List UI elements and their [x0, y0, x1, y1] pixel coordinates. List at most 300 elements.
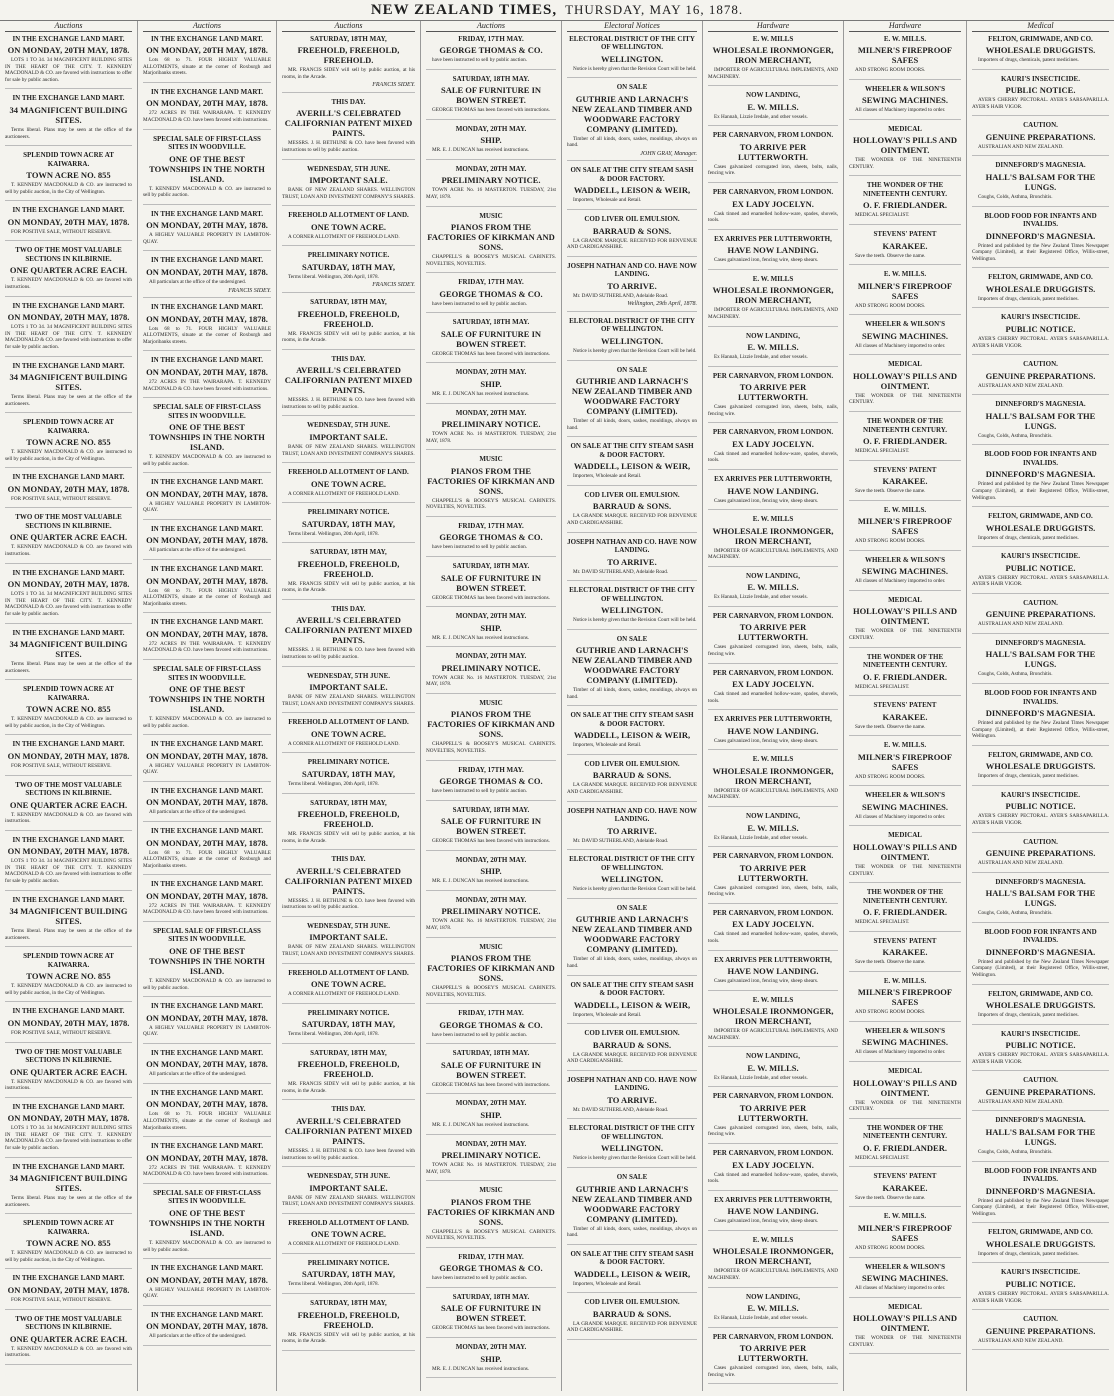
advertisement-repeat: [143, 1049, 271, 1084]
advertisement-repeat: [972, 313, 1109, 355]
advertisement-repeat: [567, 1076, 697, 1120]
ad-display-line: GENUINE PREPARATIONS.: [985, 1325, 1096, 1336]
ad-body: All particulars at the office of the undersigned.: [149, 1333, 246, 1340]
ad-display-line: TO ARRIVE.: [607, 280, 657, 291]
ad-display-line: TOWN ACRE NO. 855: [26, 704, 111, 715]
advertisement-repeat: [143, 1311, 271, 1346]
ad-display-line: GEORGE THOMAS & CO.: [439, 532, 543, 543]
ad-headline: IN THE EXCHANGE LAND MART.: [12, 1162, 125, 1171]
ad-display-line: GUTHRIE AND LARNACH'S NEW ZEALAND TIMBER AND WOODWARE FACTORY COMPANY (LIMITED).: [571, 93, 693, 134]
ad-headline: SATURDAY, 18TH MAY.: [452, 74, 530, 83]
advertisement-repeat: [972, 751, 1109, 786]
ad-body: CHAPPELL'S & BOOSEY'S MUSICAL CABINETS. NOVELTIES, NOVELTIES.: [426, 985, 556, 998]
ad-display-line: PRELIMINARY NOTICE.: [441, 1150, 541, 1160]
ad-headline: JOSEPH NATHAN AND CO. HAVE NOW LANDING.: [567, 261, 697, 279]
advertisement-repeat: [708, 1293, 838, 1328]
ad-headline: CAUTION.: [1023, 598, 1058, 607]
advertisement-repeat: [426, 856, 556, 891]
ad-body: Lots 68 to 71. FOUR HIGHLY VALUABLE ALLOTMENTS, situate at the corner of Roxburgh and Marjoribanks streets.: [143, 57, 271, 77]
ad-headline: CAUTION.: [1023, 1315, 1058, 1324]
ad-body: Mr. DAVID SUTHERLAND, Adelaide Road.: [573, 292, 669, 299]
advertisement-repeat: [426, 368, 556, 403]
ad-body: All classes of Machinery imported to order.: [855, 107, 946, 114]
column-heading: Hardware: [849, 23, 961, 32]
ad-display-line: GEORGE THOMAS & CO.: [439, 45, 543, 56]
ad-display-line: ONE OF THE BEST TOWNSHIPS IN THE NORTH ISLAND.: [149, 945, 265, 976]
ad-body: Ex Hannah, Lizzie Iredale, and other vessels.: [714, 1074, 808, 1081]
ad-body: GEORGE THOMAS has been favored with instructions.: [432, 107, 550, 114]
ad-headline: IN THE EXCHANGE LAND MART.: [12, 473, 125, 482]
ad-body: Cask tinned and enamelled hollow-ware, spades, shovels, tools.: [708, 1171, 838, 1185]
ad-body: A HIGHLY VALUABLE PROPERTY IN LAMBTON-QUAY.: [143, 1286, 271, 1300]
advertisement: [708, 91, 838, 126]
ad-headline: ON SALE: [616, 365, 648, 374]
ad-headline: ELECTORAL DISTRICT OF THE CITY OF WELLINGTON.: [569, 586, 695, 603]
ad-signature: JOHN GRAY, Manager.: [640, 150, 697, 157]
ad-display-line: SATURDAY, 18TH MAY,: [301, 768, 396, 779]
ad-display-line: EX LADY JOCELYN.: [732, 919, 814, 930]
ad-body: GEORGE THOMAS has been favored with instructions.: [432, 594, 550, 601]
ad-body: T. KENNEDY MACDONALD & CO. are favored with instructions.: [5, 1078, 132, 1092]
ad-display-line: AVERILL'S CELEBRATED CALIFORNIAN PATENT MIXED PAINTS.: [284, 365, 413, 396]
ad-body: MESSRS. J. H. BETHUNE & CO. have been favored with instructions to sell by public auction.: [282, 647, 415, 661]
ad-body: 272 ACRES IN THE WAIRARAPA. T. KENNEDY MACDONALD & CO. have been favored with instructions.: [143, 640, 271, 654]
advertisement: [567, 215, 697, 257]
ad-headline: MONDAY, 20TH MAY.: [455, 408, 527, 417]
ad-display-line: BARRAUD & SONS.: [592, 501, 672, 512]
ad-headline: IN THE EXCHANGE LAND MART.: [150, 34, 264, 43]
ad-headline: COD LIVER OIL EMULSION.: [584, 1029, 680, 1038]
ad-body: Cask tinned and enamelled hollow-ware, spades, shovels, tools.: [708, 210, 838, 224]
ad-display-line: AVERILL'S CELEBRATED CALIFORNIAN PATENT MIXED PAINTS.: [284, 865, 413, 896]
ad-body: AUSTRALIAN AND NEW ZEALAND.: [978, 1337, 1064, 1344]
ad-body: BANK OF NEW ZEALAND SHARES. WELLINGTON TRUST, LOAN AND INVESTMENT COMPANY'S SHARES.: [282, 443, 415, 457]
ad-headline: IN THE EXCHANGE LAND MART.: [150, 209, 264, 218]
ad-display-line: SATURDAY, 18TH MAY,: [301, 518, 396, 529]
ad-headline: IN THE EXCHANGE LAND MART.: [12, 568, 125, 577]
ad-display-line: ON MONDAY, 20TH MAY, 1878.: [146, 628, 268, 639]
ad-body: GEORGE THOMAS has been favored with instructions.: [432, 1325, 550, 1332]
ad-body: IMPORTER OF AGRICULTURAL IMPLEMENTS, AND MACHINERY.: [708, 787, 838, 801]
advertisement-repeat: [5, 740, 132, 775]
ad-display-line: ON MONDAY, 20TH MAY, 1878.: [146, 1012, 268, 1023]
ad-body: Importers, Wholesale and Retail.: [573, 473, 642, 480]
ad-body: MEDICAL SPECIALIST.: [855, 212, 910, 219]
ad-body: AUSTRALIAN AND NEW ZEALAND.: [978, 621, 1064, 628]
ad-headline: TWO OF THE MOST VALUABLE SECTIONS IN KILBIRNIE.: [15, 246, 122, 263]
advertisement-repeat: [849, 596, 961, 648]
advertisement-repeat: [849, 1212, 961, 1257]
ad-display-line: TO ARRIVE.: [607, 556, 657, 567]
advertisement-repeat: [708, 515, 838, 567]
ad-display-line: ONE OF THE BEST TOWNSHIPS IN THE NORTH ISLAND.: [149, 684, 265, 715]
advertisement-repeat: [849, 888, 961, 932]
ad-body: MEDICAL SPECIALIST.: [855, 448, 910, 455]
ad-headline: NOW LANDING,: [746, 91, 800, 100]
ad-signature: FRANCIS SIDEY.: [228, 287, 271, 294]
ad-headline: SPLENDID TOWN ACRE AT KAIWARRA.: [23, 418, 114, 435]
advertisement: [5, 94, 132, 146]
ad-display-line: WHOLESALE IRONMONGER, IRON MERCHANT,: [712, 45, 834, 66]
ad-display-line: ONE QUARTER ACRE EACH.: [9, 1066, 128, 1077]
advertisement-repeat: [972, 1268, 1109, 1310]
newspaper-title: NEW ZEALAND TIMES,: [370, 1, 558, 18]
ad-body: Terms liberal. Wellington, 20th April, 1878.: [288, 273, 379, 280]
ad-display-line: ON MONDAY, 20TH MAY, 1878.: [146, 797, 268, 808]
ad-display-line: GEORGE THOMAS & CO.: [439, 288, 543, 299]
ad-headline: FREEHOLD ALLOTMENT OF LAND.: [288, 468, 409, 477]
ad-body: AYER'S CHERRY PECTORAL. AYER'S SARSAPARILLA. AYER'S HAIR VIGOR.: [972, 574, 1109, 588]
ad-headline: ELECTORAL DISTRICT OF THE CITY OF WELLINGTON.: [569, 855, 695, 872]
newspaper-date: THURSDAY, MAY 16, 1878.: [565, 2, 744, 17]
ad-display-line: ON MONDAY, 20TH MAY, 1878.: [146, 1059, 268, 1070]
ad-display-line: PRELIMINARY NOTICE.: [441, 419, 541, 430]
ad-headline: WEDNESDAY, 5TH JUNE.: [306, 1172, 391, 1181]
advertisement-repeat: [426, 455, 556, 517]
ad-body: FOR POSITIVE SALE, WITHOUT RESERVE.: [11, 228, 112, 235]
ad-display-line: WADDELL, LEISON & WEIR,: [573, 999, 691, 1010]
ad-display-line: SHIP.: [480, 378, 502, 389]
ad-headline: PER CARNARVON, FROM LONDON.: [712, 908, 834, 917]
ad-display-line: HOLLOWAY'S PILLS AND OINTMENT.: [852, 841, 958, 862]
advertisement-repeat: [849, 556, 961, 591]
ad-headline: IN THE EXCHANGE LAND MART.: [150, 356, 264, 365]
advertisement-repeat: [972, 512, 1109, 547]
ad-display-line: HALL'S BALSAM FOR THE LUNGS.: [985, 1126, 1096, 1147]
ad-display-line: HOLLOWAY'S PILLS AND OINTMENT.: [852, 135, 958, 156]
ad-display-line: TO ARRIVE PER LUTTERWORTH.: [737, 141, 808, 162]
ad-body: AYER'S CHERRY PECTORAL. AYER'S SARSAPARILLA. AYER'S HAIR VIGOR.: [972, 1290, 1109, 1304]
ad-body: IMPORTER OF AGRICULTURAL IMPLEMENTS, AND MACHINERY.: [708, 67, 838, 80]
ad-body: Mr. DAVID SUTHERLAND, Adelaide Road.: [573, 1106, 669, 1113]
advertisement-repeat: [972, 1228, 1109, 1263]
ad-body: TOWN ACRE No. 16 MASTERTON. TUESDAY, 21st MAY, 1878.: [426, 674, 556, 688]
ad-headline: ELECTORAL DISTRICT OF THE CITY OF WELLINGTON.: [569, 1124, 695, 1141]
ad-display-line: O. F. FRIEDLANDER.: [863, 436, 947, 447]
ad-body: Coughs, Colds, Asthma, Bronchitis.: [978, 1148, 1053, 1155]
ad-display-line: TO ARRIVE PER LUTTERWORTH.: [737, 622, 808, 643]
ad-body: T. KENNEDY MACDONALD & CO. are instructed to sell by public auction, in the City of Wellington.: [5, 983, 132, 996]
ad-display-line: ON MONDAY, 20TH MAY, 1878.: [146, 1152, 268, 1163]
ad-headline: WEDNESDAY, 5TH JUNE.: [306, 671, 391, 680]
advertisement-repeat: [426, 278, 556, 313]
advertisement-repeat: [849, 417, 961, 461]
ad-body: MR. FRANCIS SIDEY will sell by public auction, at his rooms, in the Arcade.: [282, 330, 415, 344]
ad-headline: IN THE EXCHANGE LAND MART.: [150, 740, 264, 749]
column-7: [843, 21, 966, 1391]
ad-body: Importers, Wholesale and Retail.: [573, 1011, 642, 1018]
ad-headline: E. W. MILLS: [752, 34, 794, 43]
advertisement-repeat: [5, 418, 132, 468]
advertisement-repeat: [708, 1092, 838, 1144]
ad-headline: NOW LANDING,: [746, 331, 800, 340]
advertisement-repeat: [708, 475, 838, 510]
ad-body: Importers of drugs, chemicals, patent medicines.: [978, 1250, 1079, 1257]
ad-headline: SATURDAY, 18TH MAY,: [310, 798, 387, 807]
ad-headline: JOSEPH NATHAN AND CO. HAVE NOW LANDING.: [567, 806, 697, 824]
ad-headline: MONDAY, 20TH MAY.: [455, 124, 527, 133]
advertisement-repeat: [567, 491, 697, 533]
ad-headline: KAURI'S INSECTICIDE.: [1001, 552, 1080, 561]
ad-display-line: ON MONDAY, 20TH MAY, 1878.: [146, 366, 268, 377]
advertisement-repeat: [5, 1219, 132, 1269]
advertisement-repeat: [567, 807, 697, 851]
ad-headline: MONDAY, 20TH MAY.: [455, 164, 527, 173]
ad-body: TOWN ACRE No. 16 MASTERTON. TUESDAY, 21st MAY, 1878.: [426, 431, 556, 444]
ad-body: Cases galvanized iron, fencing wire, sheep shears.: [714, 257, 819, 264]
ad-body: Lots 68 to 71. FOUR HIGHLY VALUABLE ALLOTMENTS, situate at the corner of Roxburgh and Marjoribanks streets.: [143, 1111, 271, 1131]
ad-body: Ex Hannah, Lizzie Iredale, and other vessels.: [714, 354, 808, 361]
advertisement-repeat: [972, 639, 1109, 684]
ad-headline: PER CARNARVON, FROM LONDON.: [712, 668, 834, 677]
ad-body: Notice is hereby given that the Revision Court will be held.: [573, 617, 697, 624]
ad-display-line: TOWN ACRE NO. 855: [26, 170, 111, 181]
ad-display-line: EX LADY JOCELYN.: [732, 679, 814, 690]
advertisement-repeat: [567, 586, 697, 630]
advertisement: [567, 35, 697, 79]
advertisement-repeat: [143, 1142, 271, 1184]
advertisement-repeat: [426, 1343, 556, 1378]
advertisement-repeat: [5, 781, 132, 831]
ad-body: A HIGHLY VALUABLE PROPERTY IN LAMBTON-QUAY.: [143, 762, 271, 776]
ad-body: LOTS 1 TO 34. 34 MAGNIFICENT BUILDING SITES IN THE HEART OF THE CITY. T. KENNEDY MACDONALD & CO. are favored with instructions to offer for sale by public auction.: [5, 1125, 132, 1151]
column-heading: Electoral Notices: [567, 23, 697, 32]
advertisement: [972, 75, 1109, 117]
ad-body: Timber of all kinds, doors, sashes, mouldings, always on hand.: [567, 1225, 697, 1239]
ad-headline: COD LIVER OIL EMULSION.: [584, 490, 680, 499]
advertisement-repeat: [849, 653, 961, 697]
advertisement-repeat: [143, 665, 271, 735]
ad-display-line: HAVE NOW LANDING.: [727, 966, 819, 976]
ad-headline: IN THE EXCHANGE LAND MART.: [12, 895, 125, 904]
ad-headline: SATURDAY, 18TH MAY,: [310, 34, 387, 43]
ad-body: T. KENNEDY MACDONALD & CO. are instructed to sell by public auction.: [143, 185, 271, 199]
ad-display-line: HAVE NOW LANDING.: [727, 725, 819, 736]
advertisement-repeat: [5, 1007, 132, 1042]
advertisement: [143, 135, 271, 205]
ad-headline: IN THE EXCHANGE LAND MART.: [150, 618, 264, 627]
advertisement-repeat: [708, 275, 838, 327]
ad-headline: IN THE EXCHANGE LAND MART.: [150, 478, 264, 487]
ad-headline: CAUTION.: [1023, 360, 1058, 369]
ad-display-line: HALL'S BALSAM FOR THE LUNGS.: [985, 410, 1096, 431]
ad-body: Notice is hereby given that the Revision Court will be held.: [573, 886, 697, 893]
ad-display-line: WADDELL, LEISON & WEIR,: [573, 185, 691, 196]
ad-display-line: SEWING MACHINES.: [862, 801, 948, 812]
ad-display-line: WHOLESALE DRUGGISTS.: [985, 1238, 1096, 1249]
ad-body: MR. E. J. DUNCAN has received instructions.: [432, 878, 530, 885]
ad-body: Save the teeth. Observe the name.: [855, 959, 926, 966]
ad-headline: MEDICAL: [888, 1067, 922, 1076]
ad-display-line: ONE TOWN ACRE.: [310, 478, 387, 489]
ad-display-line: MILNER'S FIREPROOF SAFES: [857, 1222, 953, 1243]
ad-display-line: WHOLESALE DRUGGISTS.: [985, 1000, 1096, 1011]
ad-body: T. KENNEDY MACDONALD & CO. are favored with instructions.: [5, 277, 132, 291]
ad-display-line: DINNEFORD'S MAGNESIA.: [985, 469, 1096, 480]
ad-body: MR. FRANCIS SIDEY will sell by public auction, at his rooms, in the Arcade.: [282, 1081, 415, 1094]
advertisement: [849, 230, 961, 265]
ad-body: MR. E. J. DUNCAN has received instructions.: [432, 147, 530, 154]
advertisement-repeat: [143, 927, 271, 997]
ad-display-line: GENUINE PREPARATIONS.: [985, 1086, 1096, 1097]
advertisement-repeat: [567, 538, 697, 582]
ad-body: Ex Hannah, Lizzie Iredale, and other vessels.: [714, 1315, 808, 1322]
ad-headline: BLOOD FOOD FOR INFANTS AND INVALIDS.: [984, 1166, 1097, 1184]
ad-display-line: PUBLIC NOTICE.: [1005, 323, 1076, 334]
advertisement-repeat: [567, 981, 697, 1025]
ad-display-line: DINNEFORD'S MAGNESIA.: [985, 1185, 1096, 1196]
advertisement-repeat: [708, 909, 838, 951]
advertisement: [567, 83, 697, 161]
ad-headline: THE WONDER OF THE NINETEENTH CENTURY.: [863, 417, 947, 434]
ad-body: T. KENNEDY MACDONALD & CO. are instructed to sell by public auction, in the City of Wellington.: [5, 1250, 132, 1263]
ad-body: AUSTRALIAN AND NEW ZEALAND.: [978, 860, 1064, 867]
ad-display-line: PIANOS FROM THE FACTORIES OF KIRKMAN AND SONS.: [427, 709, 555, 740]
ad-body: A CORNER ALLOTMENT OF FREEHOLD LAND.: [288, 490, 400, 497]
ad-display-line: SHIP.: [480, 1109, 502, 1120]
ad-body: MR. E. J. DUNCAN has received instructions.: [432, 1121, 530, 1128]
advertisement-repeat: [282, 421, 415, 463]
ad-display-line: O. F. FRIEDLANDER.: [863, 671, 947, 682]
ad-headline: E. W. MILLS: [752, 515, 794, 524]
ad-body: Cases galvanized corrugated iron, sheets, bolts, nails, fencing wire.: [708, 1365, 838, 1378]
ad-body: THE WONDER OF THE NINETEENTH CENTURY.: [849, 392, 961, 406]
ad-headline: FELTON, GRIMWADE, AND CO.: [988, 989, 1093, 998]
advertisement: [849, 125, 961, 177]
ad-body: MESSRS. J. H. BETHUNE & CO. have been favored with instructions to sell by public auction.: [282, 1147, 415, 1161]
ad-body: MEDICAL SPECIALIST.: [855, 919, 910, 926]
advertisement-repeat: [972, 878, 1109, 923]
ad-display-line: SEWING MACHINES.: [862, 95, 948, 106]
ad-body: AUSTRALIAN AND NEW ZEALAND.: [978, 382, 1064, 389]
ad-headline: BLOOD FOOD FOR INFANTS AND INVALIDS.: [984, 927, 1097, 945]
ad-body: Coughs, Colds, Asthma, Bronchitis.: [978, 432, 1053, 439]
ad-display-line: IMPORTANT SALE.: [309, 682, 388, 693]
advertisement-repeat: [567, 711, 697, 755]
ad-body: All particulars at the office of the undersigned.: [149, 809, 246, 816]
ad-body: T. KENNEDY MACDONALD & CO. are instructed to sell by public auction.: [143, 454, 271, 467]
ad-body: MR. FRANCIS SIDEY will sell by public auction, at his rooms, in the Arcade.: [282, 67, 415, 80]
ad-headline: MEDICAL: [888, 595, 922, 604]
ad-display-line: PRELIMINARY NOTICE.: [441, 906, 541, 917]
ad-headline: SATURDAY, 18TH MAY,: [310, 548, 387, 557]
ad-display-line: FREEHOLD, FREEHOLD, FREEHOLD.: [297, 558, 400, 579]
advertisement-repeat: [426, 1099, 556, 1134]
advertisement-repeat: [143, 787, 271, 822]
ad-display-line: 34 MAGNIFICENT BUILDING SITES.: [9, 906, 128, 927]
column-5: [561, 21, 702, 1391]
ad-headline: MEDICAL: [888, 831, 922, 840]
ad-headline: FELTON, GRIMWADE, AND CO.: [988, 273, 1093, 282]
ad-display-line: ONE TOWN ACRE.: [310, 728, 387, 739]
ad-body: All classes of Machinery imported to order.: [855, 342, 946, 349]
advertisement-repeat: [972, 360, 1109, 395]
ad-body: LOTS 1 TO 34. 34 MAGNIFICENT BUILDING SITES IN THE HEART OF THE CITY. T. KENNEDY MACDONALD & CO. are favored with instructions to offer for sale by public auction.: [5, 57, 132, 83]
advertisement-repeat: [282, 1049, 415, 1101]
ad-headline: TWO OF THE MOST VALUABLE SECTIONS IN KILBIRNIE.: [15, 513, 122, 530]
ad-headline: COD LIVER OIL EMULSION.: [584, 1298, 680, 1307]
advertisement-repeat: [426, 1293, 556, 1338]
ad-headline: E. W. MILLS.: [883, 270, 927, 279]
ad-headline: IN THE EXCHANGE LAND MART.: [12, 361, 125, 370]
ad-display-line: PIANOS FROM THE FACTORIES OF KIRKMAN AND SONS.: [427, 222, 555, 253]
advertisement-repeat: [282, 355, 415, 417]
ad-body: A CORNER ALLOTMENT OF FREEHOLD LAND.: [288, 991, 400, 998]
advertisement-repeat: [5, 952, 132, 1002]
advertisement-repeat: [282, 758, 415, 793]
ad-body: have been instructed to sell by public auction.: [432, 1275, 528, 1282]
ad-display-line: TO ARRIVE PER LUTTERWORTH.: [737, 1343, 808, 1364]
ad-headline: IN THE EXCHANGE LAND MART.: [150, 1310, 264, 1319]
ad-display-line: WADDELL, LEISON & WEIR,: [573, 1268, 691, 1279]
ad-display-line: GEORGE THOMAS & CO.: [439, 1263, 543, 1274]
ad-body: All particulars at the office of the undersigned.: [149, 278, 246, 285]
ad-display-line: ON MONDAY, 20TH MAY, 1878.: [7, 216, 130, 227]
advertisement-repeat: [282, 718, 415, 753]
advertisement-repeat: [849, 937, 961, 972]
ad-headline: PRELIMINARY NOTICE.: [307, 1008, 390, 1017]
ad-display-line: BARRAUD & SONS.: [592, 770, 672, 781]
advertisement-repeat: [849, 1303, 961, 1355]
ad-display-line: IMPORTANT SALE.: [309, 1182, 388, 1193]
ad-display-line: WELLINGTON.: [601, 874, 663, 885]
ad-display-line: ONE TOWN ACRE.: [310, 979, 387, 990]
ad-headline: DINNEFORD'S MAGNESIA.: [995, 638, 1086, 647]
ad-body: T. KENNEDY MACDONALD & CO. are instructed to sell by public auction, in the City of Wellington.: [5, 449, 132, 462]
advertisement-repeat: [282, 1299, 415, 1351]
advertisement-repeat: [708, 715, 838, 750]
ad-display-line: SEWING MACHINES.: [862, 1037, 948, 1048]
ad-body: Importers, Wholesale and Retail.: [573, 742, 642, 749]
advertisement-repeat: [708, 755, 838, 807]
ad-display-line: WHOLESALE DRUGGISTS.: [985, 522, 1096, 533]
ad-display-line: O. F. FRIEDLANDER.: [863, 200, 947, 211]
ad-display-line: PUBLIC NOTICE.: [1005, 801, 1076, 812]
ad-body: Save the teeth. Observe the name.: [855, 1194, 926, 1201]
ad-display-line: MILNER'S FIREPROOF SAFES: [857, 987, 953, 1008]
ad-body: TOWN ACRE No. 16 MASTERTON. TUESDAY, 21st MAY, 1878.: [426, 1162, 556, 1175]
ad-headline: WHEELER & WILSON'S: [864, 791, 945, 800]
ad-body: Terms liberal. Plans may be seen at the office of the auctioneers.: [5, 394, 132, 407]
ad-body: Importers of drugs, chemicals, patent medicines.: [978, 773, 1079, 780]
ad-body: Cases galvanized corrugated iron, sheets, bolts, nails, fencing wire.: [708, 163, 838, 177]
ad-display-line: ON MONDAY, 20TH MAY, 1878.: [7, 45, 130, 56]
advertisement-repeat: [972, 273, 1109, 308]
ad-body: A CORNER ALLOTMENT OF FREEHOLD LAND.: [288, 1241, 400, 1248]
ad-headline: SPECIAL SALE OF FIRST-CLASS SITES IN WOODVILLE.: [153, 134, 261, 152]
ad-display-line: EX LADY JOCELYN.: [732, 1159, 814, 1170]
advertisement-repeat: [567, 635, 697, 707]
ad-display-line: PRELIMINARY NOTICE.: [441, 662, 541, 673]
ad-body: IMPORTER OF AGRICULTURAL IMPLEMENTS, AND MACHINERY.: [708, 307, 838, 320]
ad-headline: IN THE EXCHANGE LAND MART.: [12, 1007, 125, 1016]
ad-headline: SPECIAL SALE OF FIRST-CLASS SITES IN WOODVILLE.: [153, 1188, 261, 1206]
ad-display-line: TO ARRIVE PER LUTTERWORTH.: [737, 1102, 808, 1123]
advertisement: [426, 75, 556, 120]
ad-body: MESSRS. J. H. BETHUNE & CO. have been favored with instructions to sell by public auction.: [282, 897, 415, 911]
ad-headline: PER CARNARVON, FROM LONDON.: [712, 188, 834, 197]
ad-display-line: ON MONDAY, 20TH MAY, 1878.: [146, 837, 268, 848]
ad-display-line: GENUINE PREPARATIONS.: [985, 848, 1096, 859]
ad-body: have been instructed to sell by public auction.: [432, 57, 528, 64]
advertisement-repeat: [5, 1315, 132, 1365]
ad-headline: THE WONDER OF THE NINETEENTH CENTURY.: [863, 652, 947, 670]
ad-display-line: WHOLESALE IRONMONGER, IRON MERCHANT,: [712, 765, 834, 786]
ad-body: AYER'S CHERRY PECTORAL. AYER'S SARSAPARILLA. AYER'S HAIR VIGOR.: [972, 813, 1109, 827]
ad-display-line: PUBLIC NOTICE.: [1005, 1040, 1076, 1051]
ad-signature: FRANCIS SIDEY.: [372, 282, 415, 289]
ad-body: T. KENNEDY MACDONALD & CO. are favored with instructions.: [5, 544, 132, 558]
